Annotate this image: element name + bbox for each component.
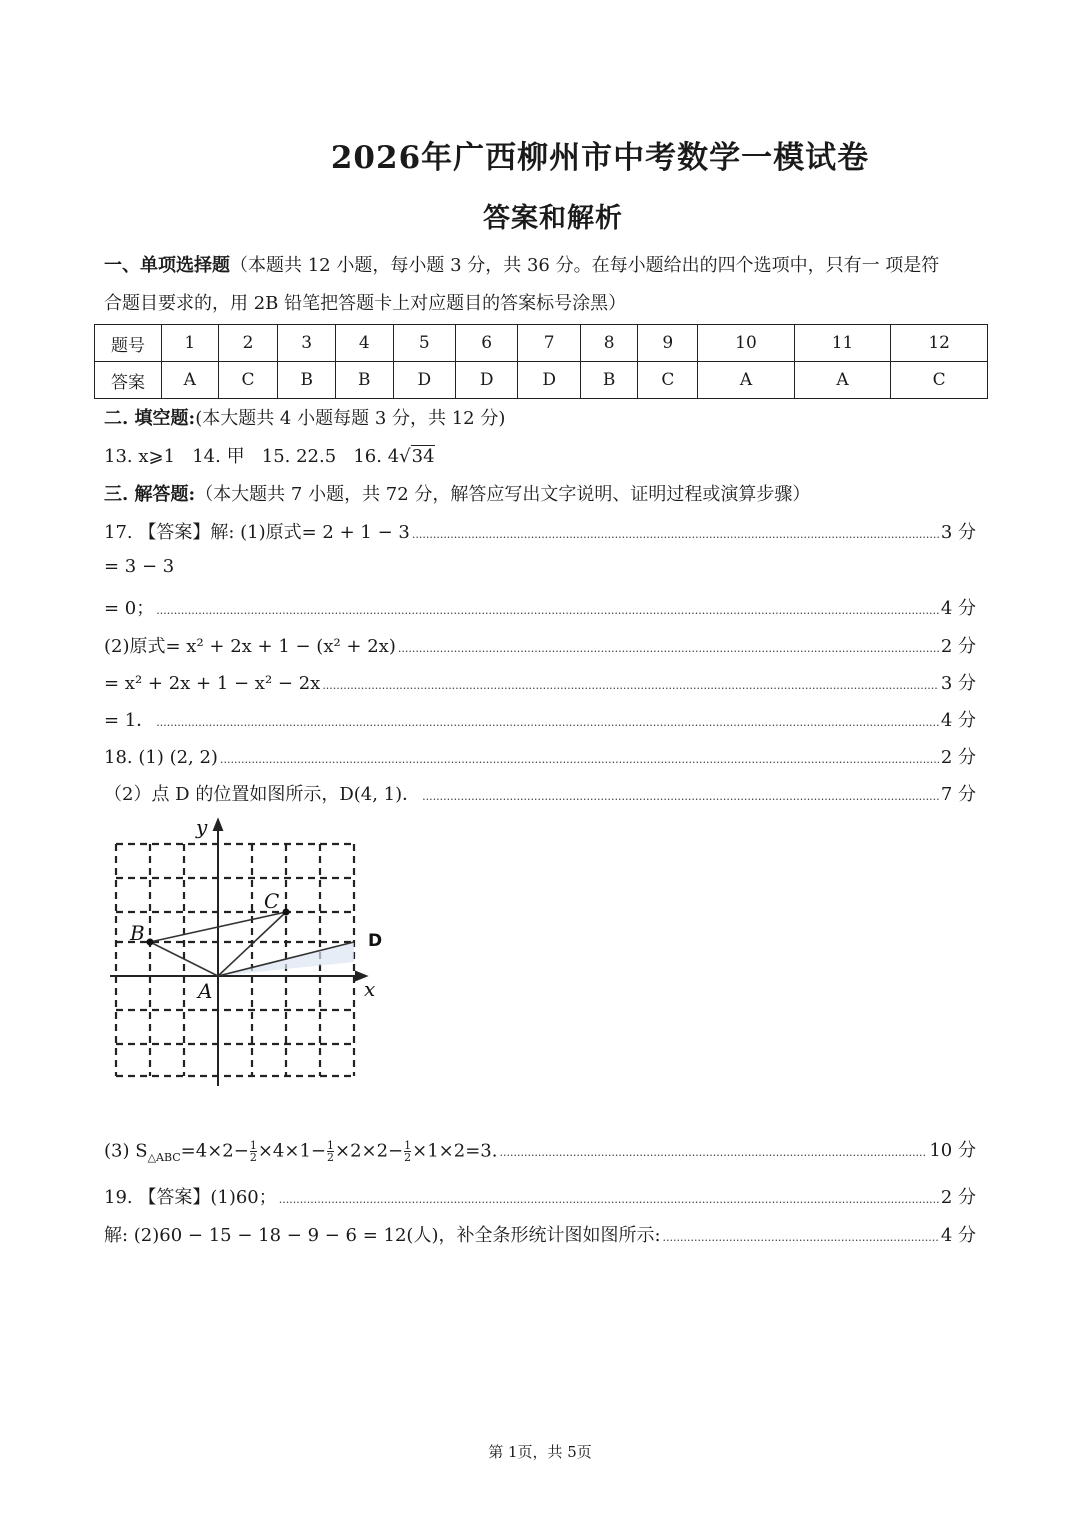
section2-intro [104,404,505,430]
answer-table-number-row [95,325,988,362]
leader-dots [663,1225,939,1246]
point-c-dot [283,909,290,916]
q18-line1-text: 18. (1) (2, 2) [104,747,218,768]
question-number: 9 [638,325,698,362]
answer-16-prefix: 16. 4 [353,446,400,467]
label-y: y [196,815,208,839]
question-number: 6 [456,325,518,362]
score: 4 分 [940,598,976,619]
q17-line6 [104,706,976,734]
leader-dots [499,1140,927,1161]
q17-line5-text: = x² + 2x + 1 − x² − 2x [104,673,321,694]
area-symbol: (3) S [104,1140,148,1161]
label-c: C [264,889,280,913]
q19-line2-text: 解: (2)60 − 15 − 18 − 9 − 6 = 12(人)，补全条形统计图如图所示: [104,1225,661,1246]
fraction-denominator: 2 [404,1150,412,1164]
answer-cell: D [393,362,455,399]
expr-part-c: ×2×2− [334,1140,404,1161]
answer-cell: C [638,362,698,399]
answer-cell: C [218,362,278,399]
label-a: A [198,979,213,1003]
leader-dots [422,784,939,805]
answer-13: 13. x⩾1 [104,446,176,467]
leader-dots [220,747,939,768]
leader-dots [156,710,939,731]
q17-line6-text: = 1． [104,710,155,731]
question-number: 11 [794,325,891,362]
q17-line2-text: = 3 − 3 [104,556,175,577]
score: 2 分 [940,1187,976,1208]
answer-cell: A [162,362,219,399]
fraction-half [327,1140,334,1163]
score: 4 分 [940,1225,976,1246]
score: 2 分 [940,747,976,768]
section1-intro [104,251,939,277]
q17-line5 [104,669,976,697]
q18-line1 [104,743,976,771]
fraction-denominator: 2 [249,1150,257,1164]
q17-line1 [104,518,976,546]
question-number: 4 [335,325,393,362]
score: 3 分 [940,673,976,694]
fill-in-answers [104,442,435,468]
section3-intro [104,480,810,506]
answer-cell: B [335,362,393,399]
answer-cell: D [518,362,580,399]
answer-cell: D [456,362,518,399]
label-x: x [364,977,376,1001]
score: 7 分 [940,784,976,805]
question-number: 3 [278,325,336,362]
y-axis-arrow [214,820,222,830]
question-number: 12 [891,325,988,362]
answer-16-radicand: 34 [411,446,435,467]
q18-line3-text [104,1140,497,1164]
row-label-number: 题号 [95,325,162,362]
q19-line1 [104,1183,976,1211]
page-title: 2026年广西柳州市中考数学一模试卷 [330,140,870,176]
leader-dots [279,1187,939,1208]
label-d: D [368,931,383,951]
point-b-dot [147,939,154,946]
q19-line2 [104,1221,976,1249]
coordinate-grid-figure [100,812,400,1092]
section1-heading: 一、单项选择题 [104,255,230,276]
answer-cell: A [794,362,891,399]
q17-line4-text: (2)原式= x² + 2x + 1 − (x² + 2x) [104,636,396,657]
row-label-answer: 答案 [95,362,162,399]
answer-15: 15. 22.5 [261,446,337,467]
q18-line2 [104,780,976,808]
expr-part-b: ×4×1− [257,1140,326,1161]
question-number: 8 [580,325,638,362]
fraction-half [250,1140,257,1163]
fraction-numerator: 1 [326,1138,334,1152]
answer-cell: C [891,362,988,399]
answer-cell: B [580,362,638,399]
answer-14: 14. 甲 [192,446,245,467]
section2-desc: (本大题共 4 小题每题 3 分，共 12 分) [195,408,506,429]
score: 3 分 [940,522,976,543]
area-subscript: △ABC [147,1150,181,1164]
question-number: 2 [218,325,278,362]
fraction-numerator: 1 [249,1138,257,1152]
page-footer: 第 1页，共 5页 [488,1443,592,1461]
fraction-denominator: 2 [326,1150,334,1164]
answer-16: 16. 4√34 [353,446,435,467]
fraction-half [404,1140,411,1163]
q17-line2 [104,556,976,584]
leader-dots [322,673,939,694]
answer-cell: B [278,362,336,399]
q19-line1-text: 19. 【答案】(1)60； [104,1187,277,1208]
section2-heading: 二. 填空题: [104,408,196,429]
answer-table-answer-row [95,362,988,399]
question-number: 5 [393,325,455,362]
q17-line4 [104,632,976,660]
q17-line3-text: = 0； [104,598,155,619]
section1-desc-line2: 合题目要求的，用 2B 铅笔把答题卡上对应题目的答案标号涂黑） [104,293,627,314]
label-b: B [130,921,145,945]
expr-part-a: =4×2− [180,1140,249,1161]
score: 2 分 [940,636,976,657]
q18-line2-text: （2）点 D 的位置如图所示，D(4, 1)． [104,784,421,805]
leader-dots [412,522,939,543]
fraction-numerator: 1 [404,1138,412,1152]
question-number: 1 [162,325,219,362]
leader-dots [156,598,939,619]
answer-cell: A [698,362,795,399]
section3-heading: 三. 解答题: [104,484,196,505]
question-number: 7 [518,325,580,362]
page-subtitle: 答案和解析 [483,203,623,234]
score: 10 分 [929,1140,976,1161]
score: 4 分 [940,710,976,731]
q18-line3 [104,1136,976,1164]
section3-desc: （本大题共 7 小题，共 72 分，解答应写出文字说明、证明过程或演算步骤） [195,484,811,505]
question-number: 10 [698,325,795,362]
leader-dots [398,636,939,657]
section1-desc-line1: （本题共 12 小题，每小题 3 分，共 36 分。在每小题给出的四个选项中，只有一 项是符 [230,255,940,276]
q17-line3 [104,594,976,622]
expr-part-d: ×1×2=3. [412,1140,498,1161]
q17-line1-text: 17. 【答案】解: (1)原式= 2 + 1 − 3 [104,522,410,543]
answer-table [94,324,988,399]
